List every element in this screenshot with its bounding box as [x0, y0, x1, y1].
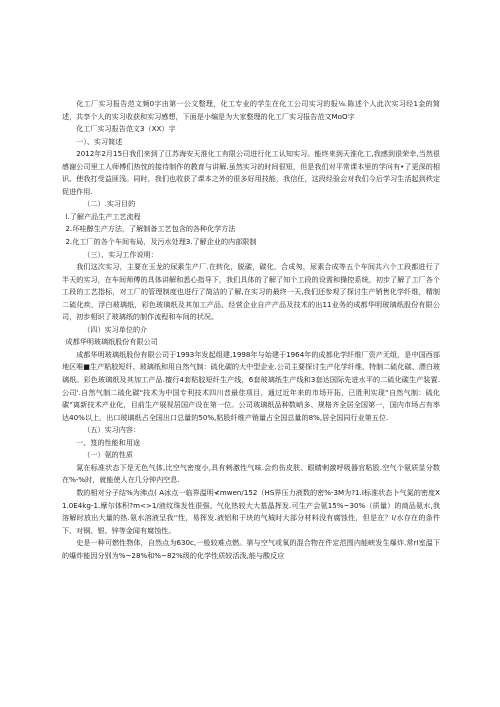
- document-body: [62, 98, 440, 562]
- section-heading-purpose: （二）.实习目的: [83, 199, 136, 209]
- properties-paragraph: 氮在标准状态下是无色气体,比空气密度小,具有剌激性气味.会灼伤皮肤、眼睛剌激呼吸器官粘股.空气个氨质显分数在%-%时，就能使人在几分钟内空息.: [62, 462, 440, 485]
- section-heading-ammonia: 一、笈的性能和用途: [76, 437, 141, 447]
- document-title: 化工厂实习报告范文3（XX）字: [76, 124, 176, 134]
- section-heading-company: （四）实习单位的介: [83, 324, 148, 334]
- company-paragraph: 成都华明玻璃纸股份有限公司于1993年发起组建,1998年与始建于1964年的成都化学纤维厂资产无组，是中国西部地区唯■生产粘胶短纤、玻璃纸和用自然气制：硫化碳的大中型企业.公司主要探讨生产化学纤维、特制二硫化碳、漂白玻璃纸、彩色玻璃纸及其加工产品.擅行4套粘胶短纤生产线，6套玻璃纸生产线和3套达国际先进水平的二硫化碳生产装置.公司'.自然气制二硫化碳"技术为中国专利技术四川昔最佳项目，通过近年来的市场开拓，已胜利实现“自然气制：硫化碳”离新技术产业化，目前生产展视居国产设在第一位。公司玻璃纸品种数峭多、规格齐全居全国第一，国内市场占有率达40%以上，出口玻璃纸占全国出口总量的50%,粘股纤维产销量占全国总量的8%,居全国同行业第五位.: [62, 349, 440, 422]
- overview-paragraph: 2012年2月15日我们来到了江苏海安天淮化工有限公司进行化工认知实习。能终来到天淮化工,我感到很荣幸,当然很感谢公司里工人师傅们热忱的接待制作的教育与讲解.虽然实习的时间很短，但是我们对平常课本里的学问有•了更深的相识、使我打受益匪浅。同时，我们也收获了课本之外的很多好用技能，我信任，这段经验会对我们今后学习生活起到秩定促进作用.: [62, 149, 440, 196]
- properties-paragraph: 史是一种可燃性物体，自然点为630c,一般较难点燃。第与空气或氧的混合物在件定范围内能峡发生爆炸.常rI室温下的爆炸能因分别为%~28%和%~82%级的化学性质较活泼,能与酸反应: [62, 538, 440, 560]
- intro-paragraph: 化工厂实习报告范文频0字由第一公文整理，化工专业的学生在化工公司实习的报⅛.陈述个人此次实习经1金的简述，共享个人的实习收获和实习感想，下面是小编是为大家整理的化工厂实习报告范文MoO字: [62, 99, 440, 121]
- purpose-item: 2.环哇醇生产方法，了解制备工艺包含的各种化学方法: [65, 224, 236, 234]
- purpose-item: 2.化工厂的各个车间布局，及污水处理3.了解企业的内部限制: [65, 237, 257, 247]
- purpose-item: l.了解产品生产工艺流程: [65, 211, 141, 221]
- section-heading-content: （五）实习内容：: [83, 425, 141, 435]
- section-heading-work: （三）、实习工作说明：: [83, 249, 158, 259]
- properties-paragraph: 数的相对分子结%为沸点( A冰点一临界温明≮mwen/152（HS界压力液数的密%-3M为?1.I标准状态卜气氮的密度X1.0E4kg-1.摩尔体积?m<>1/液纹珠发性很强。气化热较大大基晶挥发.可生产会氨15%~30%（质量）的商品氨水,我溶解时放出大量的热.氨水溶液呈我‘'性，易挥发.液铝和干块的气城时大部分材料没有腐蚀性，但是在？I/水存在的条件下、对铜、银、锌等金闻有腐蚀性。: [62, 487, 440, 535]
- section-heading-properties: （一）氨的性质: [83, 450, 133, 460]
- company-name: 成都华明玻璃纸股份有限公司: [65, 337, 158, 347]
- section-heading-overview: 一）、实习简述: [76, 136, 123, 146]
- work-paragraph: 我们这次实习，主要在玉龙的尿素生产厂.在转化，脱碳，碳化，合成匆，尿素合成等五个车间共六个工段都进行了半天的实习，在车间师傅的具体讲解和悉心指导下，我们具体的了解了知个工段的设需和操控系统，初步了解了工厂各个工段的工艺指标，对工厂的管理制度也进行了简洁的了解,在实习的最终一天,我们还参观了探讨生产销售化学纤维，精制二硫化疾，浮白玻璃纸，彩色玻璃纸及其加工产品、经营企业自产产品及技术的出11业务的成都华明玻璃纸股份有限公司，初步相识了玻璃纸的制作流程和车间的状况。: [62, 262, 440, 322]
